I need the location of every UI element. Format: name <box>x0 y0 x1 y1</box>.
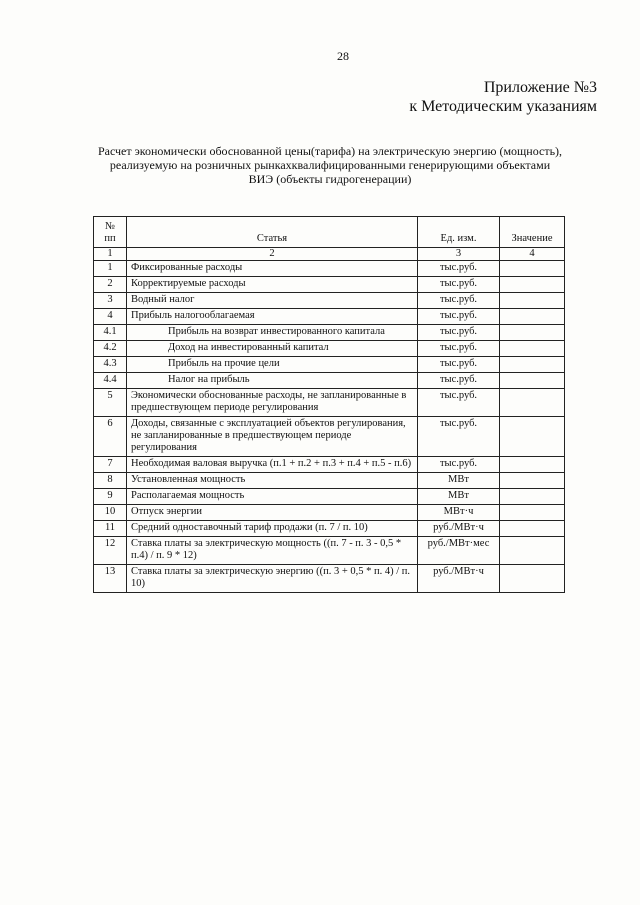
column-index: 1 <box>94 248 127 261</box>
row-value <box>500 417 565 457</box>
row-unit: тыс.руб. <box>418 457 500 473</box>
row-item: Корректируемые расходы <box>127 277 418 293</box>
row-value <box>500 473 565 489</box>
row-value <box>500 537 565 565</box>
row-value <box>500 341 565 357</box>
header-number <box>94 217 127 248</box>
row-value <box>500 565 565 593</box>
table-header-row <box>94 217 565 248</box>
row-item: Налог на прибыль <box>127 373 418 389</box>
header-value: Значение <box>500 217 565 248</box>
row-item: Средний одноставочный тариф продажи (п. 7 / п. 10) <box>127 521 418 537</box>
column-index: 2 <box>127 248 418 261</box>
row-value <box>500 505 565 521</box>
row-unit: тыс.руб. <box>418 417 500 457</box>
row-number: 3 <box>94 293 127 309</box>
row-unit: тыс.руб. <box>418 389 500 417</box>
table-row <box>94 277 565 293</box>
table-row <box>94 457 565 473</box>
row-item: Отпуск энергии <box>127 505 418 521</box>
row-number: 4.3 <box>94 357 127 373</box>
row-item: Прибыль на возврат инвестированного капитала <box>127 325 418 341</box>
document-title <box>80 144 580 186</box>
table-row <box>94 309 565 325</box>
table-row <box>94 325 565 341</box>
header-item: Статья <box>127 217 418 248</box>
row-number: 2 <box>94 277 127 293</box>
row-item: Ставка платы за электрическую энергию ((п. 3 + 0,5 * п. 4) / п. 10) <box>127 565 418 593</box>
row-unit: тыс.руб. <box>418 293 500 309</box>
row-item: Водный налог <box>127 293 418 309</box>
tariff-calculation-table <box>93 216 565 593</box>
table-row <box>94 521 565 537</box>
header-unit: Ед. изм. <box>418 217 500 248</box>
row-value <box>500 521 565 537</box>
row-item: Ставка платы за электрическую мощность ((п. 7 - п. 3 - 0,5 * п.4) / п. 9 * 12) <box>127 537 418 565</box>
row-number: 4 <box>94 309 127 325</box>
table-row <box>94 489 565 505</box>
row-item: Прибыль на прочие цели <box>127 357 418 373</box>
row-unit: МВт·ч <box>418 505 500 521</box>
table-row <box>94 357 565 373</box>
row-unit: руб./МВт·ч <box>418 565 500 593</box>
row-number: 8 <box>94 473 127 489</box>
row-number: 7 <box>94 457 127 473</box>
row-item: Доход на инвестированный капитал <box>127 341 418 357</box>
row-number: 6 <box>94 417 127 457</box>
row-item: Доходы, связанные с эксплуатацией объектов регулирования, не запланированные в предшествующем периоде регулирования <box>127 417 418 457</box>
appendix-line-2: к Методическим указаниям <box>409 98 597 115</box>
row-number: 4.2 <box>94 341 127 357</box>
row-unit: руб./МВт·мес <box>418 537 500 565</box>
table-row <box>94 389 565 417</box>
row-value <box>500 277 565 293</box>
row-value <box>500 373 565 389</box>
appendix-line-1: Приложение №3 <box>483 79 597 96</box>
row-unit: тыс.руб. <box>418 357 500 373</box>
row-number: 1 <box>94 261 127 277</box>
table-row <box>94 473 565 489</box>
table-row <box>94 261 565 277</box>
row-value <box>500 261 565 277</box>
header-number-line-1: № <box>104 221 116 232</box>
row-item: Экономически обоснованные расходы, не запланированные в предшествующем периоде регулирования <box>127 389 418 417</box>
row-item: Фиксированные расходы <box>127 261 418 277</box>
title-line-3: ВИЭ (объекты гидрогенерации) <box>248 172 412 186</box>
header-number-line-2: пп <box>104 233 116 244</box>
row-item: Располагаемая мощность <box>127 489 418 505</box>
row-number: 5 <box>94 389 127 417</box>
row-number: 11 <box>94 521 127 537</box>
row-value <box>500 309 565 325</box>
column-index: 3 <box>418 248 500 261</box>
appendix-heading <box>409 78 597 116</box>
column-index-row <box>94 248 565 261</box>
row-unit: тыс.руб. <box>418 261 500 277</box>
row-unit: руб./МВт·ч <box>418 521 500 537</box>
row-number: 9 <box>94 489 127 505</box>
row-unit: тыс.руб. <box>418 309 500 325</box>
row-item: Необходимая валовая выручка (п.1 + п.2 + п.3 + п.4 + п.5 - п.6) <box>127 457 418 473</box>
row-number: 4.1 <box>94 325 127 341</box>
page-number: 28 <box>337 49 349 63</box>
title-line-2: реализуемую на розничных рынкахквалифицированными генерирующими объектами <box>109 158 551 172</box>
row-unit: тыс.руб. <box>418 277 500 293</box>
table-row <box>94 341 565 357</box>
row-unit: тыс.руб. <box>418 373 500 389</box>
row-value <box>500 293 565 309</box>
row-unit: МВт <box>418 489 500 505</box>
table-row <box>94 293 565 309</box>
row-item: Прибыль налогооблагаемая <box>127 309 418 325</box>
row-number: 12 <box>94 537 127 565</box>
row-value <box>500 457 565 473</box>
row-value <box>500 489 565 505</box>
row-value <box>500 357 565 373</box>
table-row <box>94 505 565 521</box>
table-row <box>94 565 565 593</box>
table-row <box>94 537 565 565</box>
table-row <box>94 417 565 457</box>
row-value <box>500 325 565 341</box>
table-row <box>94 373 565 389</box>
column-index: 4 <box>500 248 565 261</box>
title-line-1: Расчет экономически обоснованной цены(тарифа) на электрическую энергию (мощность), <box>97 144 563 158</box>
row-number: 10 <box>94 505 127 521</box>
row-unit: МВт <box>418 473 500 489</box>
row-number: 13 <box>94 565 127 593</box>
row-item: Установленная мощность <box>127 473 418 489</box>
row-unit: тыс.руб. <box>418 341 500 357</box>
row-unit: тыс.руб. <box>418 325 500 341</box>
row-value <box>500 389 565 417</box>
row-number: 4.4 <box>94 373 127 389</box>
